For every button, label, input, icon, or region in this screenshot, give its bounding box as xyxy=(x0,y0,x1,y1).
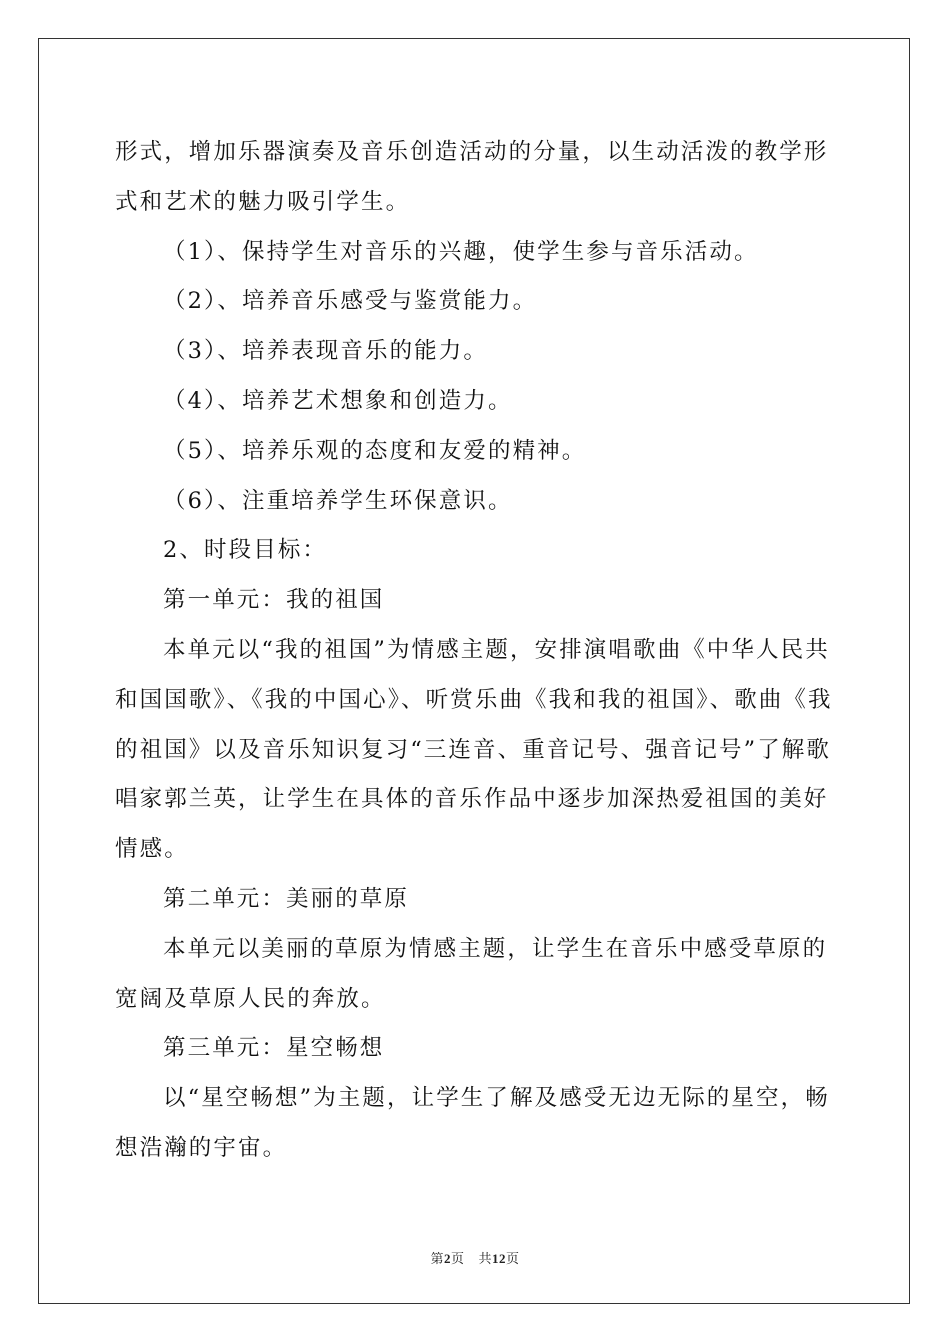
unit-3-heading: 第三单元：星空畅想 xyxy=(163,1035,385,1062)
footer-page-suffix: 页 xyxy=(450,1251,465,1266)
list-item-1: （1）、保持学生对音乐的兴趣，使学生参与音乐活动。 xyxy=(163,238,759,265)
footer-total-suffix: 页 xyxy=(506,1251,520,1266)
footer-total-prefix: 共 xyxy=(478,1251,493,1266)
unit-1-description: 本单元以“我的祖国”为情感主题，安排演唱歌曲《中华人民共和国国歌》、《我的中国心》、听赏乐曲《我和我的祖国》、歌曲《我的祖国》以及音乐知识复习“三连音、重音记号、强音记号”了解歌唱家郭兰英，让学生在具体的音乐作品中逐步加深热爱祖国的美好情感。 xyxy=(115,636,833,863)
list-item-4: （4）、培养艺术想象和创造力。 xyxy=(163,387,513,414)
footer-page-prefix: 第 xyxy=(430,1251,444,1266)
paragraph-continuation: 形式，增加乐器演奏及音乐创造活动的分量，以生动活泼的教学形式和艺术的魅力吸引学生。 xyxy=(115,139,829,215)
page-footer xyxy=(0,1248,950,1267)
unit-1-heading: 第一单元：我的祖国 xyxy=(163,587,385,614)
list-item-5: （5）、培养乐观的态度和友爱的精神。 xyxy=(163,437,587,464)
list-item-2: （2）、培养音乐感受与鉴赏能力。 xyxy=(163,288,538,315)
footer-total-pages: 12 xyxy=(492,1251,507,1266)
document-body xyxy=(115,128,835,1174)
unit-2-description: 本单元以美丽的草原为情感主题，让学生在音乐中感受草原的宽阔及草原人民的奔放。 xyxy=(115,935,828,1012)
footer-page-number: 2 xyxy=(443,1251,451,1266)
unit-2-heading: 第二单元：美丽的草原 xyxy=(163,885,410,912)
unit-3-description: 以“星空畅想”为主题，让学生了解及感受无边无际的星空，畅想浩瀚的宇宙。 xyxy=(115,1085,830,1161)
section-heading-period-goals: 2、时段目标： xyxy=(163,537,328,564)
list-item-6: （6）、注重培养学生环保意识。 xyxy=(163,487,513,514)
list-item-3: （3）、培养表现音乐的能力。 xyxy=(163,338,488,365)
